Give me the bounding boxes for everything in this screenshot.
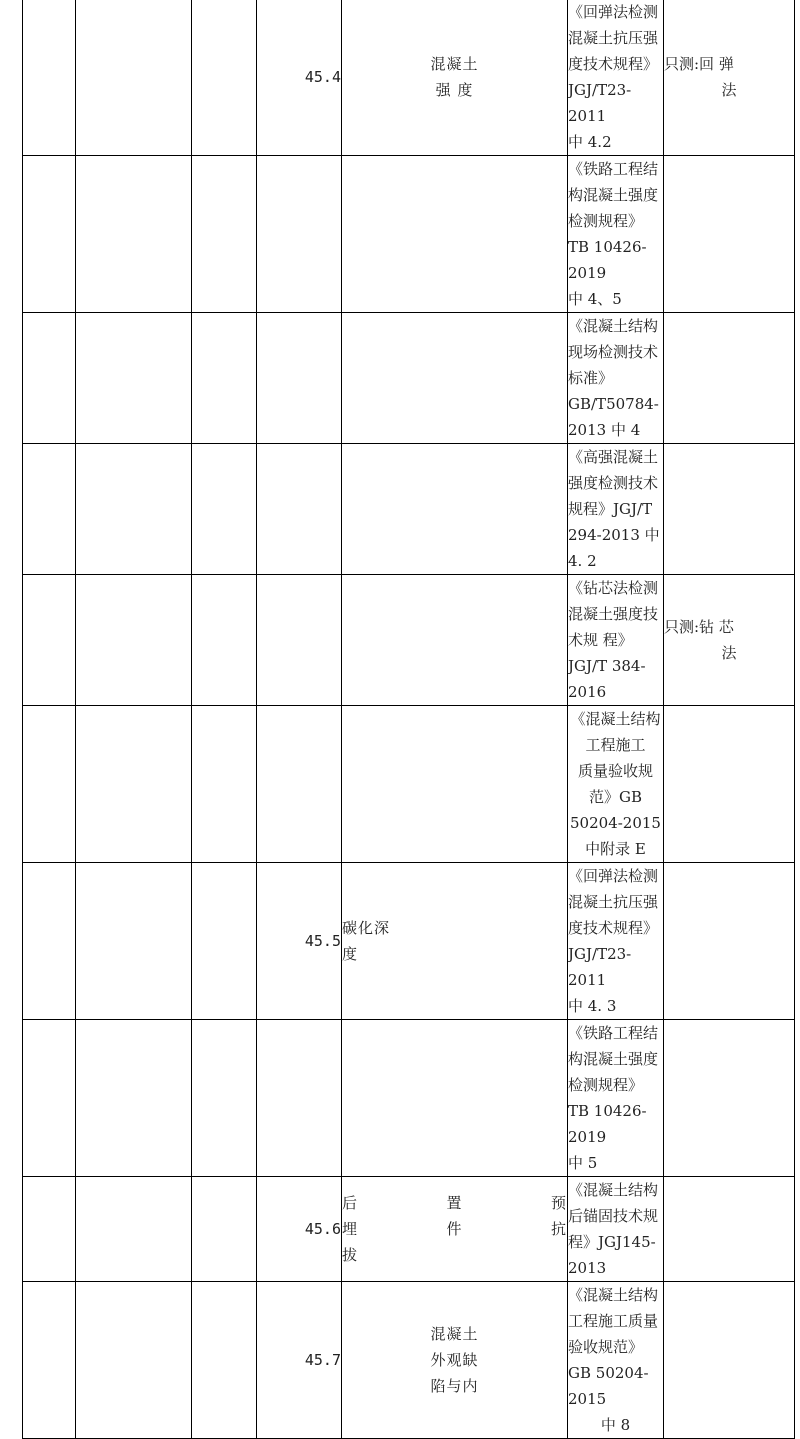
- standard-cell: [568, 444, 664, 575]
- blank-cell: [192, 0, 257, 156]
- test-item-line: 外观缺: [430, 1351, 479, 1369]
- blank-cell: [76, 575, 192, 706]
- standard-line: 50204-2015 中附录 E: [570, 814, 661, 858]
- blank-cell: [23, 706, 76, 863]
- standard-cell: [568, 156, 664, 313]
- item-number-cell: [257, 156, 342, 313]
- item-number: 45.5: [304, 932, 341, 950]
- standard-line: 程》JGJ145-2013: [568, 1233, 656, 1277]
- standard-line: 检测规程》TB 10426-2019: [568, 1076, 647, 1146]
- table-row: [23, 1282, 795, 1439]
- item-number-cell: [257, 1177, 342, 1282]
- standard-line: 《混凝土结构工程施工质量: [568, 1286, 659, 1330]
- blank-cell: [76, 313, 192, 444]
- table-row: [23, 1020, 795, 1177]
- limitation-cell: [664, 0, 795, 156]
- limitation-line: 只测:钻 芯: [664, 618, 734, 636]
- table-body: [23, 0, 795, 1439]
- test-item-cell: [342, 313, 568, 444]
- standard-line: 《混凝土结构工程施工: [570, 710, 661, 754]
- table-row: [23, 313, 795, 444]
- standard-line: 《铁路工程结构混凝土强度: [568, 1024, 659, 1068]
- standard-line: 度技术规程》JGJ/T23-2011: [568, 919, 659, 989]
- blank-cell: [23, 313, 76, 444]
- standard-line: 中 4、5: [568, 290, 622, 308]
- item-number: 45.6: [304, 1220, 341, 1238]
- limitation-cell: [664, 1282, 795, 1439]
- item-number: 45.4: [304, 68, 341, 86]
- table-row: [23, 1177, 795, 1282]
- test-item-cell: [342, 1020, 568, 1177]
- table-row: [23, 0, 795, 156]
- blank-cell: [23, 1177, 76, 1282]
- standard-cell: [568, 1020, 664, 1177]
- blank-cell: [76, 1177, 192, 1282]
- standard-line: 标准》GB/T50784-2013 中 4: [568, 369, 659, 439]
- blank-cell: [76, 1020, 192, 1177]
- test-item-cell: [342, 1177, 568, 1282]
- item-number: 45.7: [304, 1351, 341, 1369]
- limitation-cell: [664, 444, 795, 575]
- test-item-cell: [342, 706, 568, 863]
- limitation-line: 法: [721, 644, 737, 662]
- standard-cell: [568, 575, 664, 706]
- item-number-cell: [257, 1020, 342, 1177]
- blank-cell: [192, 863, 257, 1020]
- standard-line: 《回弹法检测混凝土抗压强: [568, 867, 659, 911]
- item-number-cell: [257, 444, 342, 575]
- standard-cell: [568, 1177, 664, 1282]
- standard-line: 《钻芯法检测混凝土强度技: [568, 579, 659, 623]
- blank-cell: [192, 706, 257, 863]
- limitation-cell: [664, 156, 795, 313]
- standard-line: 4. 2: [568, 552, 597, 570]
- table-row: [23, 706, 795, 863]
- limitation-line: 法: [721, 81, 737, 99]
- test-item-line: 强 度: [435, 81, 474, 99]
- standard-cell: [568, 0, 664, 156]
- test-item-line: 拔: [342, 1246, 359, 1264]
- blank-cell: [192, 313, 257, 444]
- blank-cell: [192, 1282, 257, 1439]
- blank-cell: [23, 0, 76, 156]
- standard-line: 《混凝土结构后锚固技术规: [568, 1181, 659, 1225]
- test-item-cell: [342, 156, 568, 313]
- standard-line: 《高强混凝土强度检测技术: [568, 448, 659, 492]
- blank-cell: [23, 1282, 76, 1439]
- standard-line: 《混凝土结构现场检测技术: [568, 317, 659, 361]
- blank-cell: [192, 444, 257, 575]
- standard-line: 验收规范》GB 50204-2015: [568, 1338, 649, 1408]
- blank-cell: [192, 575, 257, 706]
- test-item-cell: [342, 575, 568, 706]
- blank-cell: [76, 0, 192, 156]
- blank-cell: [192, 1020, 257, 1177]
- standards-table: [22, 0, 795, 1439]
- item-number-cell: [257, 313, 342, 444]
- standard-line: 检测规程》TB 10426-2019: [568, 212, 647, 282]
- test-item-cell: [342, 0, 568, 156]
- blank-cell: [23, 575, 76, 706]
- standard-line: 中 4.2: [568, 133, 612, 151]
- item-number-cell: [257, 863, 342, 1020]
- standard-cell: [568, 863, 664, 1020]
- blank-cell: [76, 706, 192, 863]
- limitation-cell: [664, 1020, 795, 1177]
- test-item-line: 混凝土: [430, 55, 479, 73]
- limitation-cell: [664, 313, 795, 444]
- standard-line: 《回弹法检测混凝土抗压强: [568, 3, 659, 47]
- blank-cell: [76, 1282, 192, 1439]
- blank-cell: [76, 156, 192, 313]
- limitation-cell: [664, 863, 795, 1020]
- item-number-cell: [257, 575, 342, 706]
- standard-line: 规程》JGJ/T 294-2013 中: [568, 500, 660, 544]
- test-item-line: 碳化深: [342, 919, 391, 937]
- test-item-line: 陷与内: [430, 1377, 479, 1395]
- standard-line: 中 8: [600, 1416, 631, 1434]
- test-item-line: 混凝土: [430, 1325, 479, 1343]
- blank-cell: [23, 1020, 76, 1177]
- table-row: [23, 444, 795, 575]
- limitation-line: 只测:回 弹: [664, 55, 734, 73]
- blank-cell: [76, 863, 192, 1020]
- blank-cell: [23, 156, 76, 313]
- test-item-line: 度: [342, 945, 359, 963]
- standard-line: 度技术规程》JGJ/T23-2011: [568, 55, 659, 125]
- standard-cell: [568, 313, 664, 444]
- blank-cell: [76, 444, 192, 575]
- blank-cell: [23, 444, 76, 575]
- item-number-cell: [257, 706, 342, 863]
- blank-cell: [192, 156, 257, 313]
- test-item-cell: [342, 863, 568, 1020]
- standard-line: 质量验收规范》GB: [577, 762, 653, 806]
- limitation-cell: [664, 1177, 795, 1282]
- standard-line: 中 5: [568, 1154, 598, 1172]
- blank-cell: [23, 863, 76, 1020]
- standard-line: 术规 程》JGJ/T 384-2016: [568, 631, 646, 701]
- standard-line: 《铁路工程结构混凝土强度: [568, 160, 659, 204]
- item-number-cell: [257, 1282, 342, 1439]
- test-item-cell: [342, 1282, 568, 1439]
- table-row: [23, 156, 795, 313]
- test-item-line: 埋 件 抗: [342, 1220, 567, 1238]
- test-item-line: 后 置 预: [342, 1194, 567, 1212]
- standard-line: 中 4. 3: [568, 997, 617, 1015]
- limitation-cell: [664, 575, 795, 706]
- table-row: [23, 863, 795, 1020]
- limitation-cell: [664, 706, 795, 863]
- standard-cell: [568, 706, 664, 863]
- table-row: [23, 575, 795, 706]
- item-number-cell: [257, 0, 342, 156]
- test-item-cell: [342, 444, 568, 575]
- standard-cell: [568, 1282, 664, 1439]
- blank-cell: [192, 1177, 257, 1282]
